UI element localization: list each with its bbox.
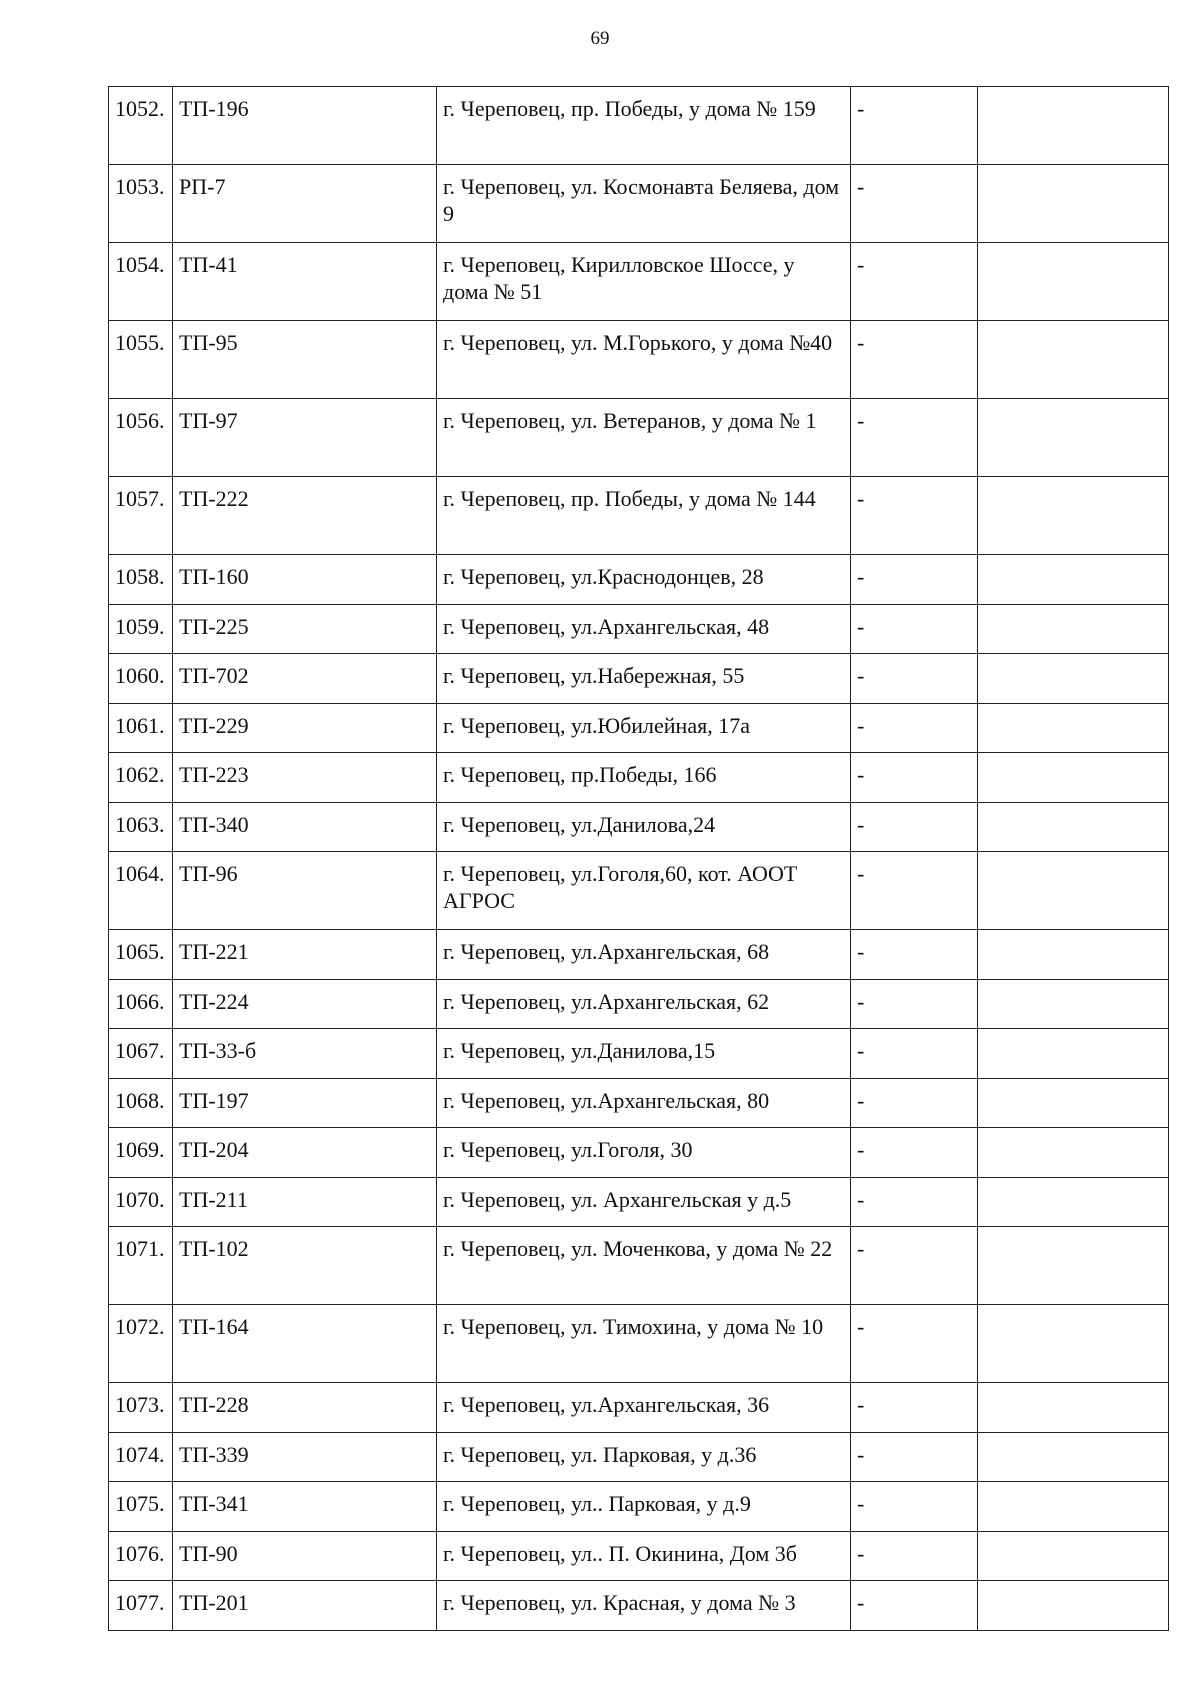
substation-code-cell: ТП-197 bbox=[173, 1078, 437, 1128]
substation-code-cell: ТП-41 bbox=[173, 243, 437, 321]
address-cell: г. Череповец, ул. Ветеранов, у дома № 1 bbox=[437, 399, 851, 477]
table-row bbox=[109, 753, 1169, 803]
row-number-cell: 1058. bbox=[109, 555, 173, 605]
table-row bbox=[109, 1029, 1169, 1079]
mark-cell: - bbox=[851, 1581, 978, 1631]
row-number-cell: 1070. bbox=[109, 1177, 173, 1227]
table-row bbox=[109, 1078, 1169, 1128]
substation-code-cell: ТП-196 bbox=[173, 87, 437, 165]
substation-code-cell: ТП-228 bbox=[173, 1383, 437, 1433]
substation-code-cell: РП-7 bbox=[173, 165, 437, 243]
row-number-cell: 1071. bbox=[109, 1227, 173, 1305]
address-cell: г. Череповец, ул. Архангельская у д.5 bbox=[437, 1177, 851, 1227]
table-row bbox=[109, 802, 1169, 852]
note-cell bbox=[978, 87, 1169, 165]
mark-cell: - bbox=[851, 604, 978, 654]
row-number-cell: 1066. bbox=[109, 979, 173, 1029]
note-cell bbox=[978, 703, 1169, 753]
page-number: 69 bbox=[590, 28, 610, 49]
row-number-cell: 1054. bbox=[109, 243, 173, 321]
note-cell bbox=[978, 1227, 1169, 1305]
address-cell: г. Череповец, ул. Красная, у дома № 3 bbox=[437, 1581, 851, 1631]
note-cell bbox=[978, 1581, 1169, 1631]
row-number-cell: 1065. bbox=[109, 930, 173, 980]
table-row bbox=[109, 321, 1169, 399]
substation-code-cell: ТП-211 bbox=[173, 1177, 437, 1227]
note-cell bbox=[978, 399, 1169, 477]
address-cell: г. Череповец, ул.Архангельская, 62 bbox=[437, 979, 851, 1029]
address-cell: г. Череповец, пр. Победы, у дома № 144 bbox=[437, 477, 851, 555]
note-cell bbox=[978, 753, 1169, 803]
substation-code-cell: ТП-102 bbox=[173, 1227, 437, 1305]
table-row bbox=[109, 165, 1169, 243]
note-cell bbox=[978, 604, 1169, 654]
note-cell bbox=[978, 930, 1169, 980]
address-cell: г. Череповец, ул.. Парковая, у д.9 bbox=[437, 1482, 851, 1532]
row-number-cell: 1063. bbox=[109, 802, 173, 852]
table-row bbox=[109, 555, 1169, 605]
mark-cell: - bbox=[851, 477, 978, 555]
address-cell: г. Череповец, пр.Победы, 166 bbox=[437, 753, 851, 803]
row-number-cell: 1057. bbox=[109, 477, 173, 555]
substation-code-cell: ТП-341 bbox=[173, 1482, 437, 1532]
substation-code-cell: ТП-221 bbox=[173, 930, 437, 980]
mark-cell: - bbox=[851, 1482, 978, 1532]
substation-code-cell: ТП-229 bbox=[173, 703, 437, 753]
note-cell bbox=[978, 321, 1169, 399]
address-cell: г. Череповец, ул.. П. Окинина, Дом 3б bbox=[437, 1531, 851, 1581]
table-row bbox=[109, 1128, 1169, 1178]
substation-code-cell: ТП-33-б bbox=[173, 1029, 437, 1079]
row-number-cell: 1055. bbox=[109, 321, 173, 399]
address-cell: г. Череповец, ул.Набережная, 55 bbox=[437, 654, 851, 704]
note-cell bbox=[978, 555, 1169, 605]
registry-table-body bbox=[109, 87, 1169, 1631]
row-number-cell: 1075. bbox=[109, 1482, 173, 1532]
address-cell: г. Череповец, ул.Гоголя, 30 bbox=[437, 1128, 851, 1178]
table-row bbox=[109, 243, 1169, 321]
mark-cell: - bbox=[851, 1078, 978, 1128]
substation-code-cell: ТП-204 bbox=[173, 1128, 437, 1178]
note-cell bbox=[978, 1305, 1169, 1383]
note-cell bbox=[978, 243, 1169, 321]
note-cell bbox=[978, 477, 1169, 555]
substation-code-cell: ТП-201 bbox=[173, 1581, 437, 1631]
row-number-cell: 1073. bbox=[109, 1383, 173, 1433]
note-cell bbox=[978, 1482, 1169, 1532]
row-number-cell: 1052. bbox=[109, 87, 173, 165]
mark-cell: - bbox=[851, 930, 978, 980]
mark-cell: - bbox=[851, 1305, 978, 1383]
note-cell bbox=[978, 1128, 1169, 1178]
mark-cell: - bbox=[851, 703, 978, 753]
mark-cell: - bbox=[851, 243, 978, 321]
address-cell: г. Череповец, ул. М.Горького, у дома №40 bbox=[437, 321, 851, 399]
table-row bbox=[109, 1432, 1169, 1482]
address-cell: г. Череповец, ул. Моченкова, у дома № 22 bbox=[437, 1227, 851, 1305]
table-row bbox=[109, 852, 1169, 930]
mark-cell: - bbox=[851, 1227, 978, 1305]
note-cell bbox=[978, 979, 1169, 1029]
table-row bbox=[109, 979, 1169, 1029]
table-row bbox=[109, 703, 1169, 753]
table-row bbox=[109, 1305, 1169, 1383]
address-cell: г. Череповец, ул. Космонавта Беляева, дом 9 bbox=[437, 165, 851, 243]
substation-code-cell: ТП-95 bbox=[173, 321, 437, 399]
substation-code-cell: ТП-223 bbox=[173, 753, 437, 803]
row-number-cell: 1068. bbox=[109, 1078, 173, 1128]
row-number-cell: 1056. bbox=[109, 399, 173, 477]
substation-code-cell: ТП-160 bbox=[173, 555, 437, 605]
table-row bbox=[109, 1531, 1169, 1581]
mark-cell: - bbox=[851, 979, 978, 1029]
mark-cell: - bbox=[851, 321, 978, 399]
mark-cell: - bbox=[851, 87, 978, 165]
substation-code-cell: ТП-340 bbox=[173, 802, 437, 852]
address-cell: г. Череповец, Кирилловское Шоссе, у дома № 51 bbox=[437, 243, 851, 321]
row-number-cell: 1053. bbox=[109, 165, 173, 243]
address-cell: г. Череповец, ул.Архангельская, 80 bbox=[437, 1078, 851, 1128]
note-cell bbox=[978, 1177, 1169, 1227]
row-number-cell: 1077. bbox=[109, 1581, 173, 1631]
address-cell: г. Череповец, ул.Гоголя,60, кот. АООТ АГРОС bbox=[437, 852, 851, 930]
mark-cell: - bbox=[851, 802, 978, 852]
substation-code-cell: ТП-225 bbox=[173, 604, 437, 654]
note-cell bbox=[978, 1029, 1169, 1079]
note-cell bbox=[978, 802, 1169, 852]
mark-cell: - bbox=[851, 1128, 978, 1178]
mark-cell: - bbox=[851, 165, 978, 243]
mark-cell: - bbox=[851, 753, 978, 803]
row-number-cell: 1067. bbox=[109, 1029, 173, 1079]
address-cell: г. Череповец, ул.Краснодонцев, 28 bbox=[437, 555, 851, 605]
mark-cell: - bbox=[851, 1383, 978, 1433]
row-number-cell: 1069. bbox=[109, 1128, 173, 1178]
address-cell: г. Череповец, ул.Данилова,15 bbox=[437, 1029, 851, 1079]
row-number-cell: 1062. bbox=[109, 753, 173, 803]
address-cell: г. Череповец, пр. Победы, у дома № 159 bbox=[437, 87, 851, 165]
mark-cell: - bbox=[851, 852, 978, 930]
note-cell bbox=[978, 165, 1169, 243]
address-cell: г. Череповец, ул.Данилова,24 bbox=[437, 802, 851, 852]
row-number-cell: 1061. bbox=[109, 703, 173, 753]
table-row bbox=[109, 1177, 1169, 1227]
note-cell bbox=[978, 1383, 1169, 1433]
note-cell bbox=[978, 1531, 1169, 1581]
table-row bbox=[109, 477, 1169, 555]
address-cell: г. Череповец, ул.Юбилейная, 17а bbox=[437, 703, 851, 753]
table-row bbox=[109, 654, 1169, 704]
registry-table bbox=[108, 86, 1169, 1631]
substation-code-cell: ТП-164 bbox=[173, 1305, 437, 1383]
mark-cell: - bbox=[851, 1432, 978, 1482]
address-cell: г. Череповец, ул. Тимохина, у дома № 10 bbox=[437, 1305, 851, 1383]
mark-cell: - bbox=[851, 1531, 978, 1581]
note-cell bbox=[978, 1432, 1169, 1482]
table-row bbox=[109, 87, 1169, 165]
mark-cell: - bbox=[851, 399, 978, 477]
address-cell: г. Череповец, ул.Архангельская, 36 bbox=[437, 1383, 851, 1433]
table-row bbox=[109, 1482, 1169, 1532]
mark-cell: - bbox=[851, 555, 978, 605]
mark-cell: - bbox=[851, 1177, 978, 1227]
substation-code-cell: ТП-339 bbox=[173, 1432, 437, 1482]
mark-cell: - bbox=[851, 654, 978, 704]
mark-cell: - bbox=[851, 1029, 978, 1079]
table-row bbox=[109, 1227, 1169, 1305]
note-cell bbox=[978, 654, 1169, 704]
table-row bbox=[109, 1581, 1169, 1631]
row-number-cell: 1060. bbox=[109, 654, 173, 704]
row-number-cell: 1059. bbox=[109, 604, 173, 654]
address-cell: г. Череповец, ул.Архангельская, 48 bbox=[437, 604, 851, 654]
note-cell bbox=[978, 852, 1169, 930]
row-number-cell: 1074. bbox=[109, 1432, 173, 1482]
substation-code-cell: ТП-222 bbox=[173, 477, 437, 555]
address-cell: г. Череповец, ул.Архангельская, 68 bbox=[437, 930, 851, 980]
substation-code-cell: ТП-90 bbox=[173, 1531, 437, 1581]
substation-code-cell: ТП-702 bbox=[173, 654, 437, 704]
table-row bbox=[109, 604, 1169, 654]
substation-code-cell: ТП-224 bbox=[173, 979, 437, 1029]
substation-code-cell: ТП-96 bbox=[173, 852, 437, 930]
table-row bbox=[109, 399, 1169, 477]
table-row bbox=[109, 1383, 1169, 1433]
row-number-cell: 1072. bbox=[109, 1305, 173, 1383]
row-number-cell: 1064. bbox=[109, 852, 173, 930]
note-cell bbox=[978, 1078, 1169, 1128]
row-number-cell: 1076. bbox=[109, 1531, 173, 1581]
address-cell: г. Череповец, ул. Парковая, у д.36 bbox=[437, 1432, 851, 1482]
table-row bbox=[109, 930, 1169, 980]
substation-code-cell: ТП-97 bbox=[173, 399, 437, 477]
